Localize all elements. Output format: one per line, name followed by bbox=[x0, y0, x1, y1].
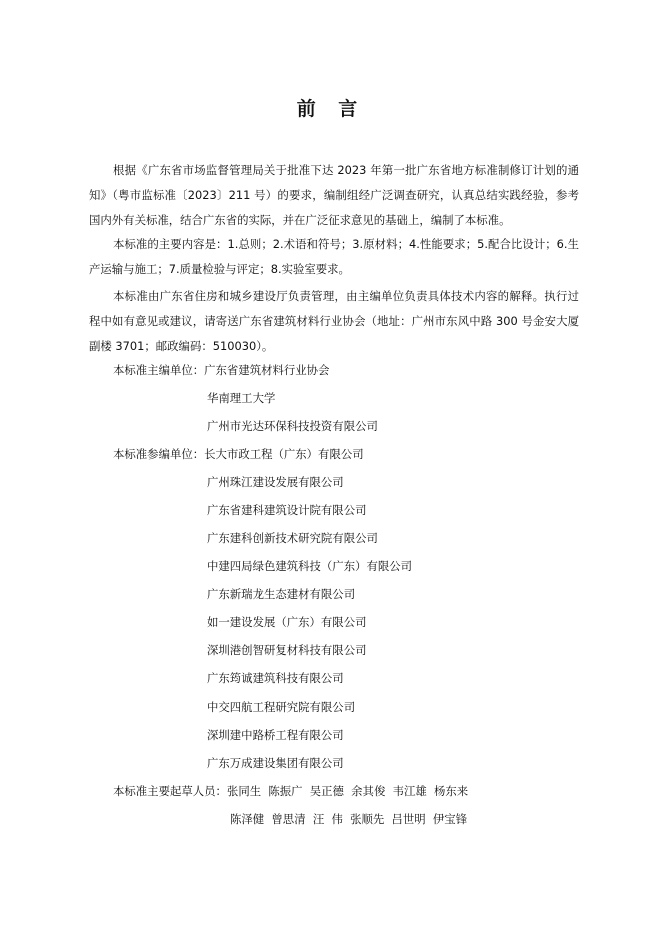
participating-unit: 广东万成建设集团有限公司 bbox=[207, 756, 344, 770]
participating-label: 本标准参编单位： bbox=[113, 447, 205, 461]
preface-paragraph-contents: 本标准的主要内容是：1.总则；2.术语和符号；3.原材料；4.性能要求；5.配合比设计；6.生产运输与施工；7.质量检验与评定；8.实验室要求。 bbox=[89, 237, 579, 276]
chief-editor-label: 本标准主编单位： bbox=[113, 363, 205, 377]
participating-unit: 广东新瑞龙生态建材有限公司 bbox=[207, 587, 356, 601]
drafters-names: 张同生 陈振广 吴正德 余其俊 韦江雄 杨东来 bbox=[226, 784, 469, 798]
participating-unit: 广东省建科建筑设计院有限公司 bbox=[207, 503, 367, 517]
drafters-row bbox=[113, 781, 468, 801]
chief-editor-unit: 广州市光达环保科技投资有限公司 bbox=[207, 419, 378, 433]
preface-paragraph-basis: 根据《广东省市场监督管理局关于批准下达 2023 年第一批广东省地方标准制修订计划的通知》（粤市监标准〔2023〕211 号）的要求，编制组经广泛调查研究，认真总结实践经验，参考国内外有关标准，结合广东省的实际，并在广泛征求意见的基础上，编制了本标准。 bbox=[89, 163, 579, 227]
chief-editor-row bbox=[113, 360, 329, 380]
drafters-label: 本标准主要起草人员： bbox=[113, 784, 227, 798]
participating-row bbox=[113, 444, 364, 464]
participating-unit: 中建四局绿色建筑科技（广东）有限公司 bbox=[207, 559, 413, 573]
participating-unit: 深圳建中路桥工程有限公司 bbox=[207, 728, 344, 742]
participating-unit: 广州珠江建设发展有限公司 bbox=[207, 475, 344, 489]
drafters-names: 陈泽健 曾思清 汪 伟 张顺先 吕世明 伊宝锋 bbox=[230, 812, 468, 826]
participating-unit: 中交四航工程研究院有限公司 bbox=[207, 700, 356, 714]
participating-unit: 如一建设发展（广东）有限公司 bbox=[207, 615, 367, 629]
participating-unit: 长大市政工程（广东）有限公司 bbox=[204, 447, 364, 461]
preface-paragraph-management: 本标准由广东省住房和城乡建设厅负责管理，由主编单位负责具体技术内容的解释。执行过程中如有意见或建议，请寄送广东省建筑材料行业协会（地址：广州市东风中路 300 号金安大厦副楼 3701；邮政编码：510030）。 bbox=[89, 289, 579, 353]
participating-unit: 广东筠诚建筑科技有限公司 bbox=[207, 671, 344, 685]
participating-unit: 广东建科创新技术研究院有限公司 bbox=[207, 531, 378, 545]
page-title: 前 言 bbox=[296, 98, 366, 120]
chief-editor-unit: 华南理工大学 bbox=[207, 391, 276, 405]
chief-editor-unit: 广东省建筑材料行业协会 bbox=[204, 363, 330, 377]
participating-unit: 深圳港创智研复材科技有限公司 bbox=[207, 643, 367, 657]
